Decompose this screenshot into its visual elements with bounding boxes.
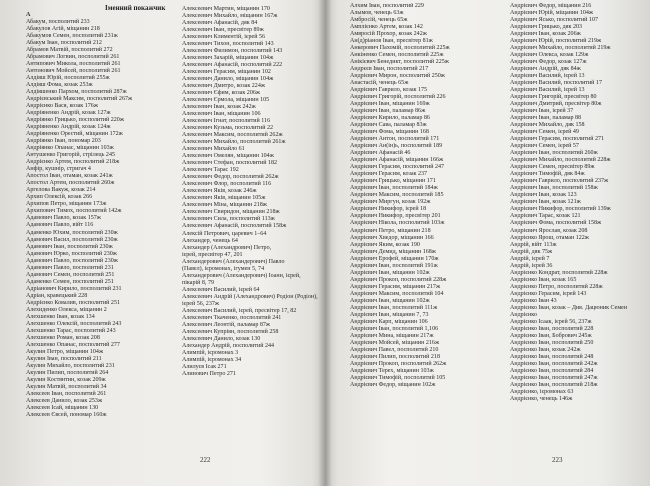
right-page-number: 223 [552,456,563,464]
left-page-number: 222 [200,456,211,464]
index-entry: Андрієвич Тимофій, дяк 84ж [510,171,585,178]
index-entry: Андрієвич Ерофей, міщанин 170ж [350,255,439,262]
index-entry: Андрієвич Гаврило, козак 175 [350,87,428,94]
index-entry: Алексеевич Михайло, посполитий 261ж [182,139,286,146]
index-entry: Андрієвич Олекса, козак 129ж [510,52,589,59]
index-entry: Андрієвич Іван, козак 121ж [510,199,581,206]
index-entry: Андріянко Грицько, посполитий 220ж [26,117,125,124]
index-entry: Андрієвич Тарас, козак 121 [510,213,581,220]
index-entry: Андрієвич Тимофій, посполитий 105 [350,374,446,381]
index-entry: Алехшенко Опанас, посполитий 277 [26,341,120,348]
index-entry: Алексеевич Іван, міщанин 106 [182,111,261,118]
index-entry: Андрієвич Мина, міщанин 217ж [350,332,434,339]
index-entry: Андрієнко Ковалив, посполитий 251 [26,299,121,306]
index-entry: Алексеевич Стефан, посполитий 182 [182,160,278,167]
index-entry: Алексеевич Єфим, козак 206ж [182,90,261,97]
index-entry: Андрієвич Михайло, посполитий 219ж [510,45,611,52]
index-entry: Акулин Костянтин, козак 209ж [26,376,106,383]
index-entry: Андрій, ієрей 7 [510,255,550,262]
index-entry: Андрієвич Іван, посполитий 158ж [510,185,598,192]
index-entry: Андрієвич Федор, міщанин 216 [510,3,592,9]
index-entry: Андрієвич Мойсей, міщанин 216ж [350,339,440,346]
index-entry: Алексеевич Іван, козак 242ж [182,104,256,111]
index-entry: Апостол Іван, отаман, козак 241ж [26,173,113,180]
index-entry: Адаменко Юхим, посполитий 230ж [26,229,118,236]
index-entry: Адамович Павло, козак 157ж [26,215,101,222]
index-title: Іменний покажчик [105,4,166,12]
index-entry: Андрієнко Іван, козак 242ж [510,346,581,353]
index-entry: Андрієвич Григорій, посполитий 226 [350,94,446,101]
index-entry: Архипович Тимох, посполитий 142ж [26,208,122,215]
index-entry: Андрієнко Артем, посполитий 218ж [26,159,120,166]
index-entry: Антушенко Григорій, стрілець 245 [26,152,116,159]
index-entry: Андрієвич Петро, міщанин 218 [350,227,431,234]
index-entry: Андрієвський Максим, посполитий 267ж [26,96,133,103]
index-entry: Абакум Іван, посполитий 212 [26,40,102,47]
index-entry: Андрієвич Грицько, міщанин 171 [350,178,436,185]
index-entry: Алдіяш Фома, козак 253ж [26,82,93,89]
index-entry: Алексеевич Федор, посполитий 262ж [182,174,279,181]
index-entry: Алехиденко Олекса, міщанин 2 [26,306,107,313]
index-entry: Алдіяш Юрій, посполитий 255ж [26,75,110,82]
index-entry: Адамович Васил, посполитий 230ж [26,236,118,243]
index-entry: Андрієвич Іван, посполитий 191ж [350,262,438,269]
index-entry: Акулин Матвій, посполитий 34 [26,383,107,390]
index-entry: Андрієвич Ан(ін)ь, посполитий 189 [350,143,443,150]
index-entry: Андрієвич Михайло, посполитий 228ж [510,157,611,164]
index-entry: Анастасій, ченець 65ж [350,80,409,87]
index-entry: Андрієвич Сава, паламар 83ж [350,122,427,129]
index-entry: Андрієвич Демид, міщанин 168ж [350,248,436,255]
index-entry: Андрієвич Герасим, посполитий 271 [510,136,605,143]
right-page [328,0,650,486]
index-entry: Аргелова Вакуж, козак 214 [26,187,96,194]
index-entry: Андрієвич Михайло, дяк 158 [510,122,585,129]
index-entry: Андрієвич Терех, міщанин 103ж [350,367,434,374]
index-entry: Андрієнко Герасим, ієрей 143 [510,290,587,297]
index-entry: Андрієвич Семен, ієрей 49 [510,129,579,136]
index-entry: Алексеевич Єрмола, міщанин 105 [182,97,270,104]
index-entry: Алексеев Іван, посполитий 261 [26,390,107,397]
index-entry: Андрієвич Юрій, міщанин 104ж [510,10,594,17]
index-entry: Алехандер Андрій, посполитий 244 [182,342,275,349]
index-entry: Андрієвич Іван, козак 123 [510,192,577,199]
index-entry: Андрієнко Іван, Бобрович 245ж [510,332,592,339]
index-entry: Андрієвич Афанасій 46 [350,150,411,157]
index-entry: Андрієвич Яким, козак 190 [350,241,420,248]
index-entry: Андрієвич Афанасій, міщанин 166ж [350,157,444,164]
index-entry: Абакумов Семен, посполитий 231ж [26,33,118,40]
index-entry: Андрієвич Никифор, посполитий 139ж [510,206,611,213]
index-entry: Алхим Іван, посполитий 229 [350,3,424,9]
index-entry: Андрєєв Іван, посполитий 217 [350,66,429,73]
index-entry: Алексеевич Захарій, міщанин 104ж [182,55,274,62]
index-entry: Андрієнко Іван, посполитий 218ж [510,381,598,388]
index-entry: Андріянко Опанас, міщанин 103ж [26,145,114,152]
index-entry: Алексеевич Василий, ієрей 64 [182,286,260,293]
index-entry: Анкіненко Семен, посполитий 225ж [350,52,444,59]
index-entry: Андрієвич Герасим, посполитий 247 [350,164,445,171]
index-entry: Андрієвич Іван, міщанин 7, 73 [350,311,429,318]
index-entry: Адамович Юрко, посполитий 230ж [26,250,117,257]
index-entry: Анкерович Пахомій, посполитий 225ж [350,45,450,52]
index-entry: Алинович Петро 271 [182,370,236,377]
index-entry: Андрій, ієрей 36 [510,262,553,269]
index-entry: Андрієвич Андрій, дяк 84ж [510,66,581,73]
index-entry: Алексеевич Максим, посполитий 262ж [182,132,283,139]
index-entry: Алексеевич Михайло, міщанин 167ж [182,13,278,20]
index-entry: Андрієвич Прокоп, посполитий 228ж [350,276,447,283]
index-entry: Алдіяшенко Пархом, посполитий 287ж [26,89,127,96]
index-entry: Акулин Петро, міщанин 104ж [26,348,104,355]
index-entry: Алехшенко Олексій, посполитий 243 [26,320,122,327]
index-entry: Амвросій Прохор, козак 242ж [350,31,427,38]
index-entry: Андрієнко Іван, посполитий 250 [510,339,594,346]
index-entry: Андрієвич Іван, паламар 88 [510,115,582,122]
index-entry: Алексеевич Василий, ієрей, пресвітер 17, 82 [182,307,297,314]
index-entry: Андріяненко Андрій, козак 127ж [26,110,111,117]
index-entry: Андрієнко Петро, посполитий 228ж [510,283,603,290]
index-entry: Андрієвич Фома, міщанин 168 [350,129,429,136]
index-entry: Андрієвич Карп, міщанин 106 [350,318,428,325]
index-entry: Андрієвич Іван, паламар 86ж [350,108,426,115]
index-entry: Антонович Мойсей, посполитий 261 [26,68,121,75]
index-entry: Андрієвич Никифор, ієрей 18 [350,206,427,213]
index-entry: Андрієвич Кирило, паламар 86 [350,115,430,122]
index-entry: Алексеев Данило, козак 253ж [26,397,103,404]
right-column-2 [510,3,648,403]
index-entry: Алексеевич Тарас 192 [182,167,239,174]
index-entry: Анікієвич Бенедикт, посполитий 225ж [350,59,449,66]
index-entry: Архип Олексій, козак 266 [26,194,93,201]
index-entry: Андрієвич Іван, міщанин 102ж [350,297,430,304]
index-entry: Алексеевич Міна, міщанин 218ж [182,202,267,209]
index-entry: Андрієвич Юрій, посполитий 219ж [510,38,602,45]
index-entry: Акулин Пилип, посполитий 264 [26,369,109,376]
index-entry: Андрієвич Хведор, міщанин 166 [350,234,434,241]
index-entry: ієрей 56, 237ж [182,300,220,307]
index-entry: Андріяненко Андрій, козак 124ж [26,124,111,131]
index-entry: Андрієвич Василий, посполитий 17 [510,80,602,87]
index-entry: Андрієвич Іван, ієрей 37 [510,108,574,115]
index-entry: Андрієвич Фома, посполитий 158ж [510,220,602,227]
index-entry: Алексеевич Яків, міщанин 105ж [182,195,266,202]
index-entry: Андрієнко Кондрат, посполитий 228ж [510,269,608,276]
index-entry: Абрамович Логвин, посполитий 261 [26,54,120,61]
index-entry: Андрієвич Ярослав, козак 208 [510,227,588,234]
index-entry: Алексеевич Климентій, ієрей 56 [182,34,266,41]
index-entry: Алексеевич Свиридон, міщанин 218ж [182,209,280,216]
index-entry: Андрієвич Прокоп, посполитий 262ж [350,360,447,367]
index-entry: Апостол Артем, посполитий 260ж [26,180,115,187]
index-entry: Андрієвич Антон, посполитий 171 [350,136,440,143]
index-entry: Алексеевич Данило, козак 130 [182,335,261,342]
index-entry: Адамович Павло, війт 116 [26,222,94,229]
index-entry: (Павел), ієромонах, ігумен 5, 74 [182,265,265,272]
index-entry: Алексеевич Іван, пресвітер 89ж [182,27,264,34]
index-entry: Андрієвич Мирон, посполитий 250ж [350,73,445,80]
index-entry: Андрієнко Іван, посполитий 228 [510,325,594,332]
index-entry: Алехандерович (Алехандерович) Іоанн, ієрей, [182,272,301,279]
index-entry: Адамович Павло, посполитий 231 [26,264,114,271]
index-entry: Андрієвич Грицько, дяк 203 [510,24,583,31]
index-entry: Андрієвич Семен, ієрей 57 [510,143,579,150]
index-entry: пікарій 8, 79 [182,279,214,286]
index-entry: Алимпій, ієромонах 34 [182,356,242,363]
left-column-1 [26,5,169,419]
index-entry: Андрієнко Ярош, отаман 122ж [510,234,589,241]
index-entry: Алексеевич Данило, міщанин 104ж [182,76,274,83]
index-entry: Андрієнко, ієромонах 63 [510,388,574,395]
index-entry: Алехандер, ченець 64 [182,237,238,244]
index-entry [26,5,169,12]
index-entry: Алексеевич Леонтій, паламар 87ж [182,321,271,328]
index-entry: Адамович Семен, посполитий 251 [26,271,115,278]
index-entry: Алексеевич Афанасій, дяк 84 [182,20,258,27]
left-column-2 [182,6,320,378]
index-entry: Андрієвич Ясько, посполитий 107 [510,17,598,24]
left-page [0,0,322,486]
index-entry: Андрієнко Вася, козак 176ж [26,103,99,110]
index-entry: Амплієнко Артем, козак 142 [350,24,423,31]
index-entry: Андріянко Іван, пономар 203 [26,138,101,145]
index-entry: Андрієвич Федор, міщанин 102ж [350,381,436,388]
index-entry: Алексеевич Афанасій, посполитий 158ж [182,223,287,230]
index-entry: Андрієвич Іван, посполитий 184ж [350,185,438,192]
index-entry: Алексеевич Кузьма, посполитий 22 [182,125,274,132]
index-entry: Андрієвич Максим, посполитий 104 [350,290,444,297]
index-entry: ієрей, пресвітер 47, 201 [182,251,243,258]
index-entry: Андрієвич Максим, посполитий 185 [350,192,444,199]
index-entry: Адамович Іван, посполитий 230ж [26,243,113,250]
index-entry: Алехандер (Алехандрович) Петро, [182,244,272,251]
index-entry: Алексеевич Герасим, міщанин 102 [182,69,271,76]
index-entry: Андрієвич Іван, міщанин 102ж [350,269,430,276]
index-entry: Андрієвич Іван, посполитий 260ж [510,150,598,157]
index-entry: Алексеевич Михайло 61 [182,146,245,153]
index-entry: Андрієнко Іван, козак 165 [510,276,577,283]
index-entry: Андрієвич Герасим, міщанин 217ж [350,283,441,290]
index-entry: Адамович Павло, посполитий 230ж [26,257,118,264]
index-entry: Алексеев Ісай, міщанин 130 [26,404,99,411]
index-entry: Абакулов Агій, міщанин 218 [26,26,100,33]
index-entry: Андрієвич Іван, міщанин 169ж [350,101,430,108]
index-entry: Андрієвич Пилип, посполитий 218 [350,353,440,360]
index-entry: Алексеев Євсей, пономар 160ж [26,411,107,418]
index-letter-heading: А [26,12,31,19]
index-entry: Алексеевич Сила, посполитий 113ж [182,216,275,223]
index-entry: Адріанович Кирило, посполитий 231 [26,285,122,292]
index-entry: Андрієнко Іван, козак – Див. Дацюник Семен [510,304,628,311]
index-entry: Алексеевич Омелян, міщанин 104ж [182,153,274,160]
index-entry: Андрієвич Нікола, посполитий 103ж [350,220,445,227]
index-entry: Алымов, ченець 63ж [350,10,404,17]
index-entry: Алексеевич Ігнат, посполитий 116 [182,118,271,125]
index-entry: Андрієвич Семен, пресвітер 89ж [510,164,595,171]
index-entry: Алексеевич Филимон, посполитий 143 [182,48,283,55]
index-entry: Алексеевич Купріян, посполитий 258 [182,328,279,335]
index-entry: Андрієвич Герасим, козак 237 [350,171,428,178]
index-entry: Алехшенко Тарас, посполитий 243 [26,327,116,334]
index-entry: Акулин Іван, посполитий 211 [26,355,102,362]
index-entry: Амбросій, ченець 65ж [350,17,408,24]
index-entry: Алехшенко Іван, козак 134 [26,313,95,320]
index-entry: Андрієнко, ченець 146ж [510,395,573,402]
index-entry: Андрій, дяк 75ж [510,248,553,255]
index-entry: Андрієвич Іван, посполитий 111ж [350,304,438,311]
index-entry: Ан(д)ріанов Іван, пресвітер 81ж [350,38,433,45]
index-entry: Андрієнко Іван 43 [510,297,557,304]
index-entry: Акулин Михайло, посполитий 231 [26,362,115,369]
index-entry: Анфір, кушнір, стригач 4 [26,166,91,173]
index-entry: Алексеевич Андрій (Алехандрович) Родіон (Родіон), [182,293,318,300]
index-entry: Андрієвич Никифор, пресвітер 201 [350,213,441,220]
index-entry: Антипович Микола, посполитий 261 [26,61,121,68]
index-entry: Алексеевич Тихон, посполитий 143 [182,41,274,48]
index-entry: Алимпій, ієромонах 3 [182,349,239,356]
index-entry: Андрієнко Ісаак, ієрей 56, 237ж [510,318,592,325]
index-entry: Андрієвич Іван, козак 206ж [510,31,581,38]
index-entry: Алексеевич Ткаченко, посполитий 241 [182,314,282,321]
index-entry: Андрієвич Павел, посполитий 210 [350,346,439,353]
index-entry: Андрієнко Іван, посполитий 242ж [510,360,598,367]
index-entry: Алексеевич Флор, посполитий 116 [182,181,272,188]
index-entry: Андрієнко Іван, посполитий 248 [510,353,594,360]
index-entry: Андрієнко Іван, посполитий 247ж [510,374,598,381]
index-entry: Андрієвич Іван, посполитий 1,106 [350,325,439,332]
index-entry: Андрієнко [510,311,537,318]
index-entry: Алехшенко Роман, козак 208 [26,334,100,341]
index-entry: Андрієвич Василий, ієрей 13 [510,87,585,94]
index-entry: Алексеевич Мартин, міщанин 170 [182,6,270,12]
index-entry: Андрієвич Гаврило, посполитий 237ж [510,178,609,185]
index-entry: Андрієнко Іван, посполитий 284 [510,367,594,374]
index-entry: Алексеевич Дмитро, козак 224ж [182,83,266,90]
index-entry: Алексеевич Яків, козак 246ж [182,188,257,195]
index-entry: Алексеевич Афанасій, посполитий 222 [182,62,283,69]
index-entry: Абакум, посполитий 233 [26,19,90,26]
index-entry: Архипов Петро, міщанин 173ж [26,201,107,208]
index-entry: Адаменко Семен, посполитий 251 [26,278,114,285]
index-entry: Алексій Петрович, царевич 1–64 [182,230,267,237]
index-entry: Андрієвич Василий, ієрей 13 [510,73,585,80]
index-entry: Адріан, кравецький 228 [26,292,88,299]
index-entry: Андрієвич Дмитрий, пресвітер 80ж [510,101,602,108]
index-entry: Абрамов Матвій, посполитий 272 [26,47,113,54]
index-entry: Андрієвич Федор, козак 127ж [510,59,587,66]
index-entry: Алехандерович (Алехандерович) Павло [182,258,285,265]
index-entry: Андрієвич Миргун, козак 192ж [350,199,431,206]
index-entry: Андрієвич Григорій, пресвітер 80 [510,94,597,101]
right-column-1 [350,3,496,389]
index-entry: Алилуєв Ісак 271 [182,363,227,370]
index-entry: Андрій, війт 113ж [510,241,557,248]
index-entry: Андріяненко Орестий, міщанин 172ж [26,131,123,138]
